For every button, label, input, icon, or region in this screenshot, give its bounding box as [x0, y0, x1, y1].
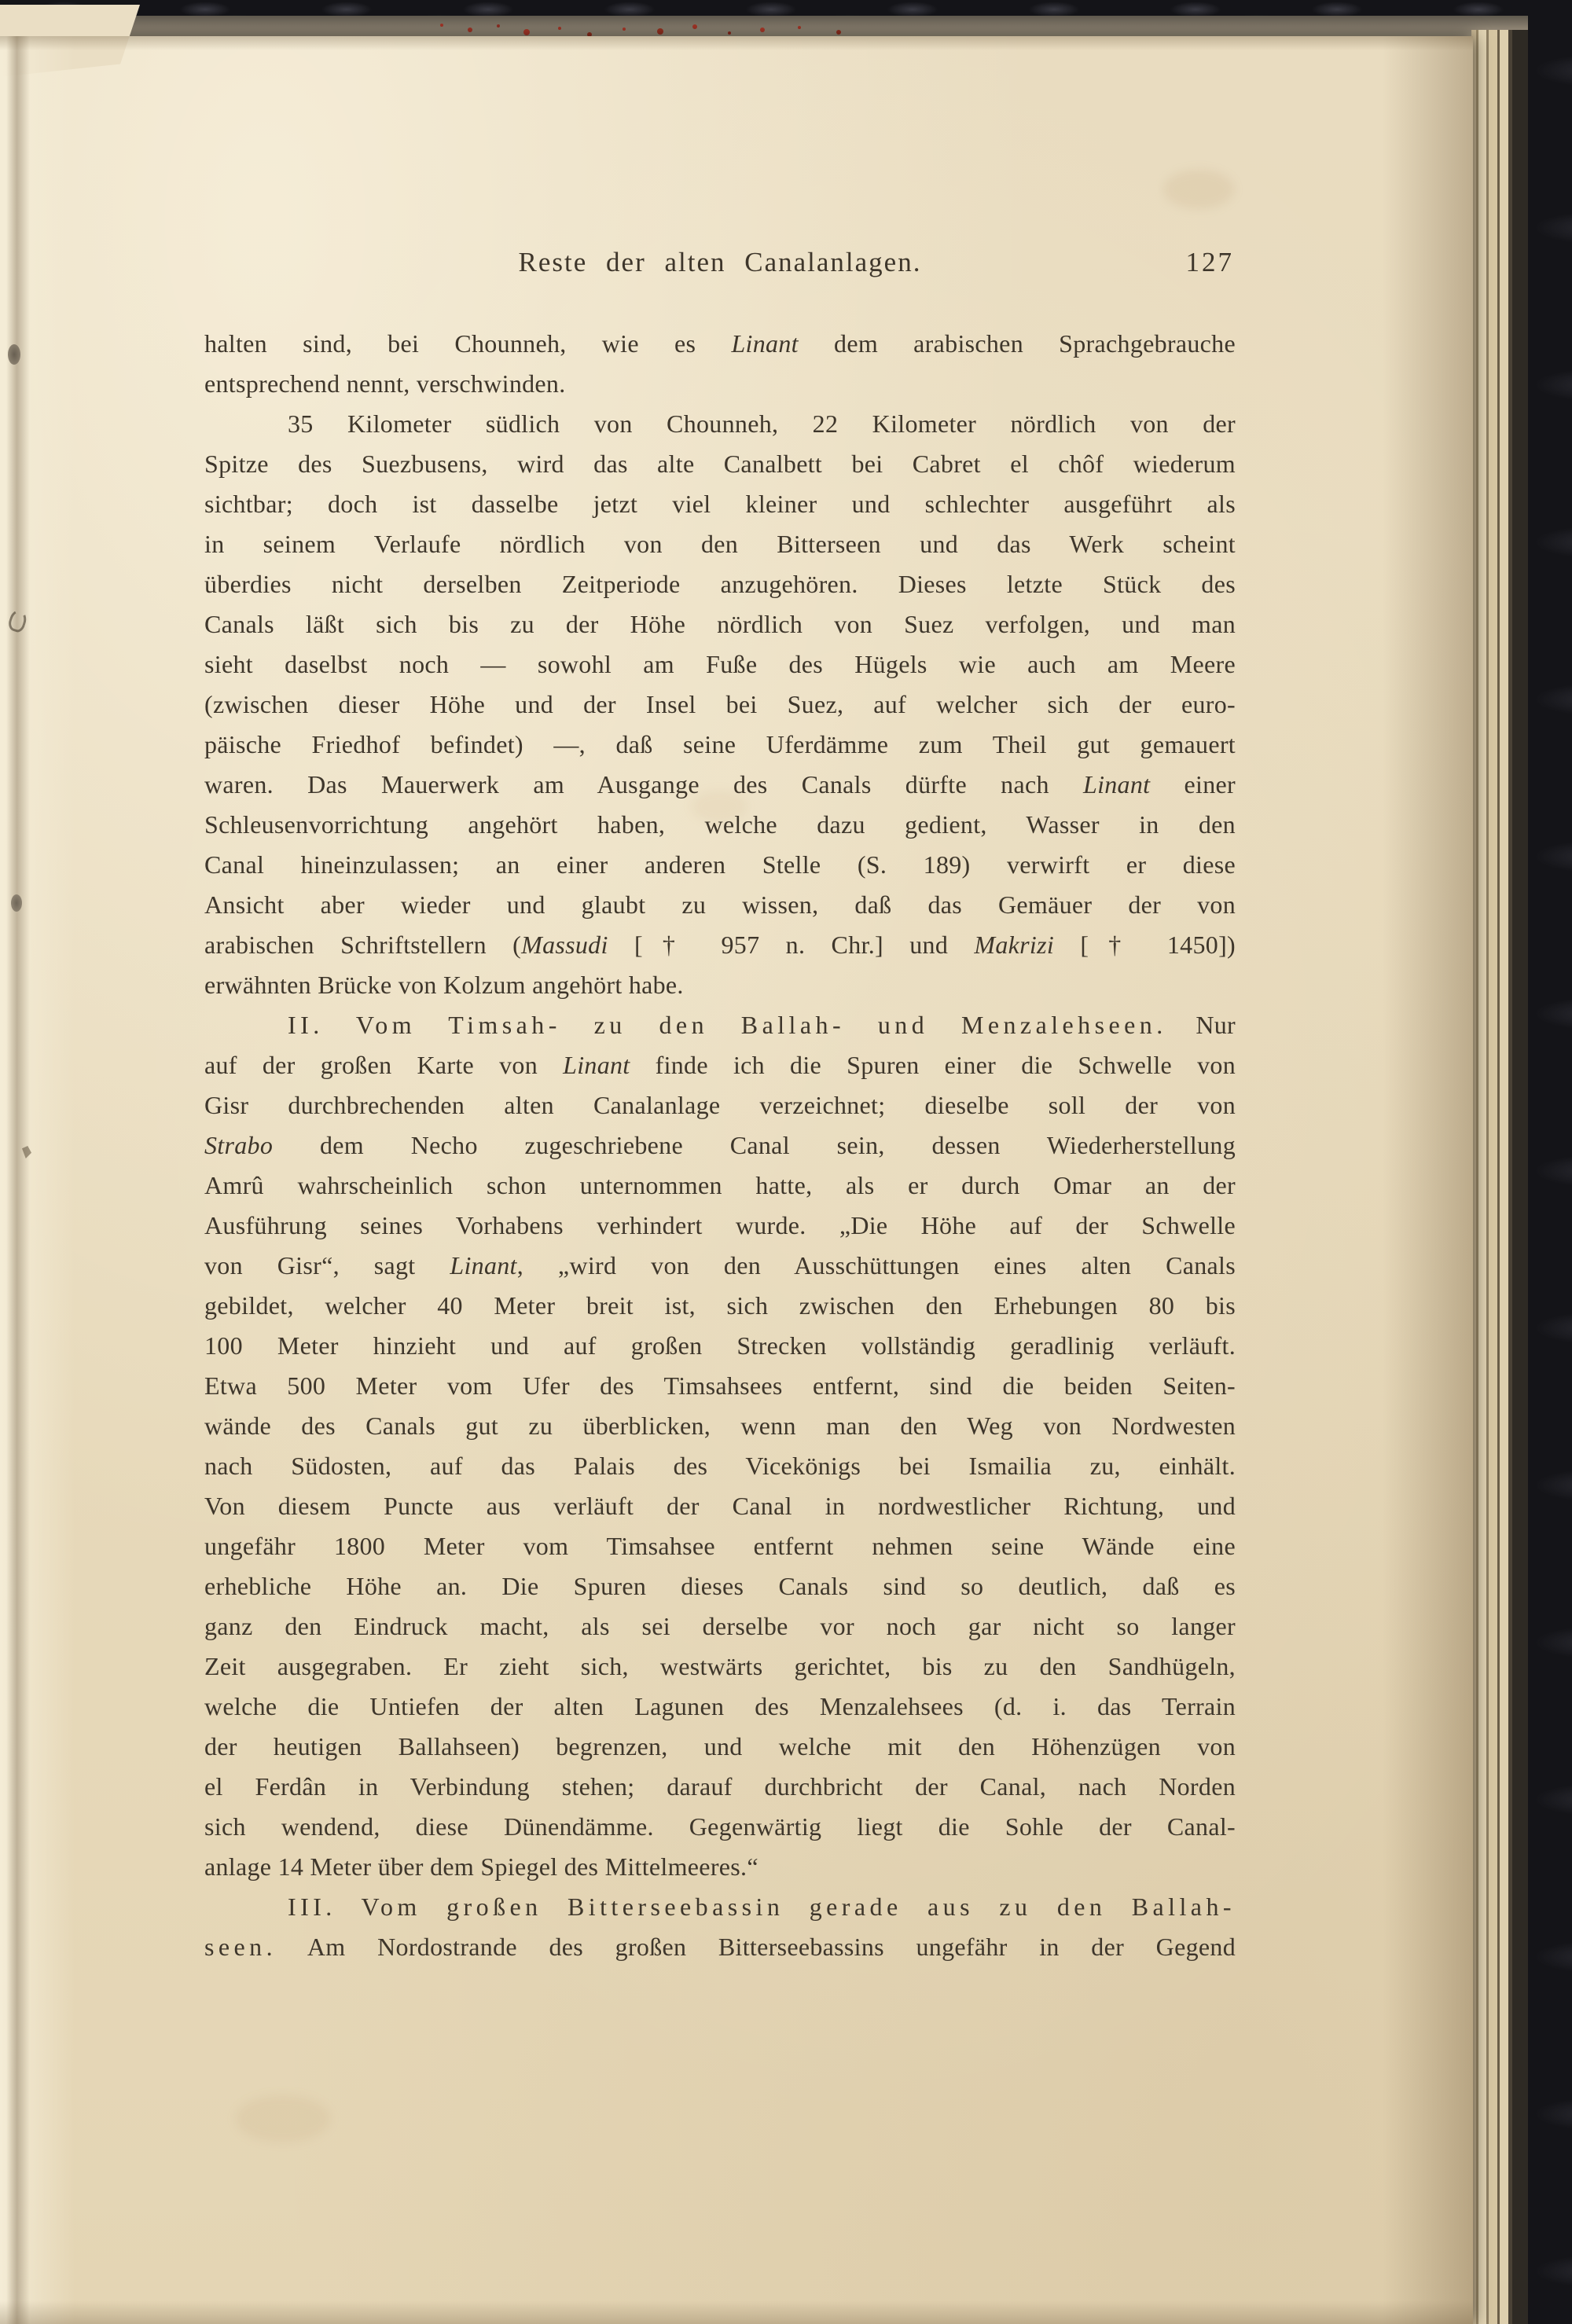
text-line: [204, 1927, 1236, 1967]
text-run: Etwa 500 Meter vom Ufer des Timsahsees entfernt, sind die beiden Seiten-: [204, 1371, 1236, 1400]
text-run: welche die Untiefen der alten Lagunen des Menzalehsees (d. i. das Terrain: [204, 1692, 1236, 1720]
text-run: Strabo: [204, 1131, 274, 1159]
page-bottom-shade: [0, 2300, 1473, 2324]
text-run: Ansicht aber wieder und glaubt zu wissen, daß das Gemäuer der von: [204, 890, 1236, 919]
gutter-shadow: [6, 36, 30, 2324]
text-line: [204, 564, 1236, 604]
text-run: II. Vom Timsah- zu den Ballah- und Menzalehseen.: [288, 1011, 1167, 1039]
text-run: Schleusenvorrichtung angehört haben, welche dazu gedient, Wasser in den: [204, 810, 1236, 839]
text-line: [204, 1647, 1236, 1687]
text-line: [204, 1085, 1236, 1125]
body-text: [204, 324, 1236, 1967]
text-line: [204, 1206, 1236, 1246]
running-title: Reste der alten Canalanlagen.: [518, 247, 922, 277]
text-run: halten sind, bei Chounneh, wie es: [204, 329, 732, 358]
text-line: [204, 524, 1236, 564]
text-run: Linant: [1082, 770, 1151, 799]
text-line: [204, 404, 1236, 444]
text-run: gebildet, welcher 40 Meter breit ist, sich zwischen den Erhebungen 80 bis: [204, 1291, 1236, 1320]
text-line: [204, 484, 1236, 524]
foxing-spot: [1163, 170, 1234, 209]
text-line: [204, 885, 1236, 925]
text-line: [204, 1727, 1236, 1767]
text-run: 35 Kilometer südlich von Chounneh, 22 Kilometer nördlich von der: [288, 409, 1236, 438]
paragraph: [204, 404, 1236, 1005]
page-curvature-shadow: [1383, 36, 1473, 2324]
book-page: [0, 36, 1473, 2324]
text-line: [204, 324, 1236, 364]
text-line: [204, 644, 1236, 685]
paragraph: [204, 1005, 1236, 1887]
text-line: [204, 1166, 1236, 1206]
text-line: [204, 604, 1236, 644]
text-run: Canal hineinzulassen; an einer anderen Stelle (S. 189) verwirft er diese: [204, 850, 1236, 879]
text-run: Ausführung seines Vorhabens verhindert wurde. „Die Höhe auf der Schwelle: [204, 1211, 1236, 1239]
text-line: [204, 1045, 1236, 1085]
text-line: [204, 1807, 1236, 1847]
text-run: Linant: [450, 1251, 517, 1279]
page-number: 127: [1185, 247, 1234, 277]
text-run: Linant: [731, 329, 799, 358]
foxing-spot: [236, 2095, 330, 2142]
text-run: dem arabischen Sprachgebrauche: [798, 329, 1236, 358]
text-line: [204, 1526, 1236, 1566]
page-header: [204, 242, 1236, 283]
text-run: III. Vom großen Bitterseebassin gerade aus zu den Ballah-: [288, 1893, 1236, 1921]
margin-tick-mark: [22, 1146, 31, 1158]
paragraph: [204, 324, 1236, 404]
text-run: Spitze des Suezbusens, wird das alte Canalbett bei Cabret el chôf wiederum: [204, 450, 1236, 478]
text-run: , „wird von den Ausschüttungen eines alten Canals: [516, 1251, 1236, 1279]
text-run: sichtbar; doch ist dasselbe jetzt viel kleiner und schlechter ausgeführt als: [204, 490, 1236, 518]
text-run: [† 1450]): [1054, 931, 1236, 959]
text-line: [204, 1606, 1236, 1647]
right-page-edge-stack: [1471, 30, 1528, 2324]
text-run: Nur: [1166, 1011, 1236, 1039]
text-run: Gisr durchbrechenden alten Canalanlage verzeichnet; dieselbe soll der von: [204, 1091, 1236, 1119]
text-run: auf der großen Karte von: [204, 1051, 564, 1079]
page-top-shade: [0, 36, 1473, 50]
text-run: 100 Meter hinzieht und auf großen Strecken vollständig geradlinig verläuft.: [204, 1331, 1236, 1360]
text-run: Linant: [563, 1051, 630, 1079]
text-run: päische Friedhof befindet) —, daß seine Uferdämme zum Theil gut gemauert: [204, 730, 1236, 758]
binding-hole-mark: [11, 894, 22, 912]
text-line: [204, 1366, 1236, 1406]
text-line: [204, 1566, 1236, 1606]
text-line: [204, 1446, 1236, 1486]
text-run: sieht daselbst noch — sowohl am Fuße des Hügels wie auch am Meere: [204, 650, 1236, 678]
text-run: arabischen Schriftstellern (: [204, 931, 522, 959]
text-run: Von diesem Puncte aus verläuft der Canal in nordwestlicher Richtung, und: [204, 1492, 1236, 1520]
text-line: [204, 1847, 1236, 1887]
text-run: erhebliche Höhe an. Die Spuren dieses Canals sind so deutlich, daß es: [204, 1572, 1236, 1600]
text-run: ganz den Eindruck macht, als sei derselbe vor noch gar nicht so langer: [204, 1612, 1236, 1640]
red-sprinkle-edge-decoration: [440, 24, 443, 27]
text-run: seen.: [204, 1933, 277, 1961]
text-line: [204, 685, 1236, 725]
text-run: ungefähr 1800 Meter vom Timsahsee entfernt nehmen seine Wände eine: [204, 1532, 1236, 1560]
text-run: (zwischen dieser Höhe und der Insel bei Suez, auf welcher sich der euro-: [204, 690, 1236, 718]
text-line: [204, 1406, 1236, 1446]
text-run: dem Necho zugeschriebene Canal sein, dessen Wiederherstellung: [273, 1131, 1236, 1159]
text-run: waren. Das Mauerwerk am Ausgange des Canals dürfte nach: [204, 770, 1083, 799]
text-line: [204, 1246, 1236, 1286]
text-run: Massudi: [521, 931, 608, 959]
text-line: [204, 925, 1236, 965]
text-line: [204, 1005, 1236, 1045]
page-corner-top-left: [0, 5, 140, 77]
text-run: Am Nordostrande des großen Bitterseebassins ungefähr in der Gegend: [277, 1933, 1236, 1961]
text-line: [204, 725, 1236, 765]
text-run: Canals läßt sich bis zu der Höhe nördlich von Suez verfolgen, und man: [204, 610, 1236, 638]
text-run: überdies nicht derselben Zeitperiode anzugehören. Dieses letzte Stück des: [204, 570, 1236, 598]
text-line: [204, 1687, 1236, 1727]
text-run: Zeit ausgegraben. Er zieht sich, westwärts gerichtet, bis zu den Sandhügeln,: [204, 1652, 1236, 1680]
text-run: sich wendend, diese Dünendämme. Gegenwärtig liegt die Sohle der Canal-: [204, 1812, 1236, 1841]
paragraph: [204, 1887, 1236, 1967]
text-line: [204, 1887, 1236, 1927]
text-line: [204, 765, 1236, 805]
text-line: [204, 444, 1236, 484]
text-run: el Ferdân in Verbindung stehen; darauf durchbricht der Canal, nach Norden: [204, 1772, 1236, 1801]
text-line: [204, 965, 1236, 1005]
text-run: einer: [1150, 770, 1236, 799]
text-run: in seinem Verlaufe nördlich von den Bitterseen und das Werk scheint: [204, 530, 1236, 558]
text-run: erwähnten Brücke von Kolzum angehört habe.: [204, 971, 684, 999]
text-line: [204, 805, 1236, 845]
text-run: Amrû wahrscheinlich schon unternommen hatte, als er durch Omar an der: [204, 1171, 1236, 1199]
text-run: entsprechend nennt, verschwinden.: [204, 369, 566, 398]
text-run: [† 957 n. Chr.] und: [608, 931, 975, 959]
binding-hole-mark: [8, 344, 20, 365]
text-line: [204, 1326, 1236, 1366]
text-run: von Gisr“, sagt: [204, 1251, 450, 1279]
text-run: Makrizi: [974, 931, 1055, 959]
text-line: [204, 364, 1236, 404]
text-line: [204, 1767, 1236, 1807]
binding-squiggle-mark: [6, 608, 29, 633]
text-run: der heutigen Ballahseen) begrenzen, und welche mit den Höhenzügen von: [204, 1732, 1236, 1760]
text-run: wände des Canals gut zu überblicken, wenn man den Weg von Nordwesten: [204, 1412, 1236, 1440]
gutter-highlight: [0, 36, 75, 2324]
text-line: [204, 1486, 1236, 1526]
text-run: anlage 14 Meter über dem Spiegel des Mittelmeeres.“: [204, 1852, 758, 1881]
text-line: [204, 845, 1236, 885]
text-run: nach Südosten, auf das Palais des Vicekönigs bei Ismailia zu, einhält.: [204, 1452, 1236, 1480]
text-run: finde ich die Spuren einer die Schwelle von: [630, 1051, 1236, 1079]
text-line: [204, 1286, 1236, 1326]
text-line: [204, 1125, 1236, 1166]
